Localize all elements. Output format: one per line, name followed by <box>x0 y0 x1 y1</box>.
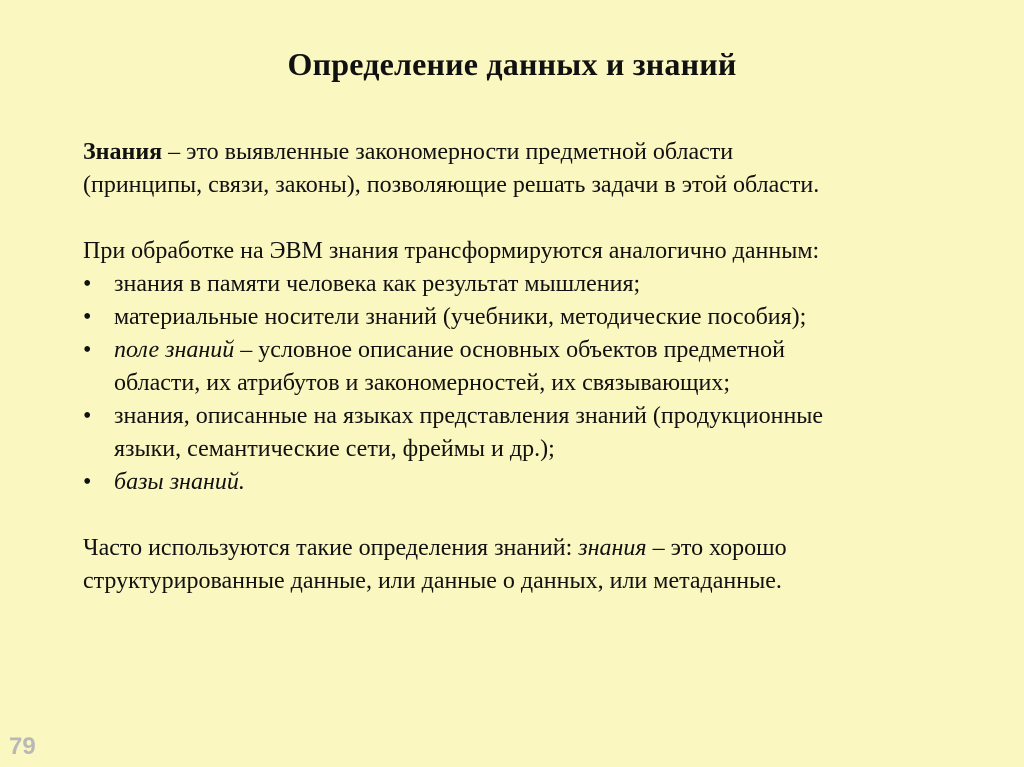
definition-dash: – <box>162 139 187 165</box>
list-item-term: поле знаний – <box>114 337 253 363</box>
closing-line2: структурированные данные, или данные о данных, или метаданные. <box>83 568 782 594</box>
list-item-text-line2: области, их атрибутов и закономерностей, их связывающих; <box>114 370 730 396</box>
page-number: 79 <box>9 733 36 760</box>
list-item-term: базы знаний. <box>114 469 245 495</box>
list-item <box>83 400 983 466</box>
list-item <box>83 334 983 400</box>
list-item <box>83 268 983 301</box>
spacer <box>83 202 983 235</box>
bullet-icon: • <box>83 304 92 330</box>
list-item-text-line2: языки, семантические сети, фреймы и др.); <box>114 436 555 462</box>
definition-text-line2: (принципы, связи, законы), позволяющие решать задачи в этой области. <box>83 172 820 198</box>
bullet-icon: • <box>83 469 92 495</box>
bullet-icon: • <box>83 337 92 363</box>
spacer <box>83 499 983 532</box>
closing-prefix: Часто используются такие определения знаний: <box>83 535 579 561</box>
bullet-icon: • <box>83 271 92 297</box>
list-item-text-line1: знания, описанные на языках представления знаний (продукционные <box>114 403 824 429</box>
intro-text: При обработке на ЭВМ знания трансформируются аналогично данным: <box>83 238 820 264</box>
bullet-icon: • <box>83 403 92 429</box>
definition-paragraph <box>83 136 983 202</box>
slide-content <box>83 136 983 598</box>
list-item-text: знания в памяти человека как результат мышления; <box>114 271 641 297</box>
closing-paragraph <box>83 532 983 598</box>
slide-title: Определение данных и знаний <box>287 46 737 82</box>
definition-text-line1: это выявленные закономерности предметной области <box>186 139 734 165</box>
closing-term: знания – <box>578 535 665 561</box>
list-item <box>83 466 983 499</box>
list-item-text: материальные носители знаний (учебники, методические пособия); <box>114 304 807 330</box>
closing-suffix: это хорошо <box>664 535 787 561</box>
bullet-list <box>83 268 983 499</box>
list-item-text-line1: условное описание основных объектов предметной <box>252 337 785 363</box>
list-item <box>83 301 983 334</box>
definition-term: Знания <box>83 139 163 165</box>
